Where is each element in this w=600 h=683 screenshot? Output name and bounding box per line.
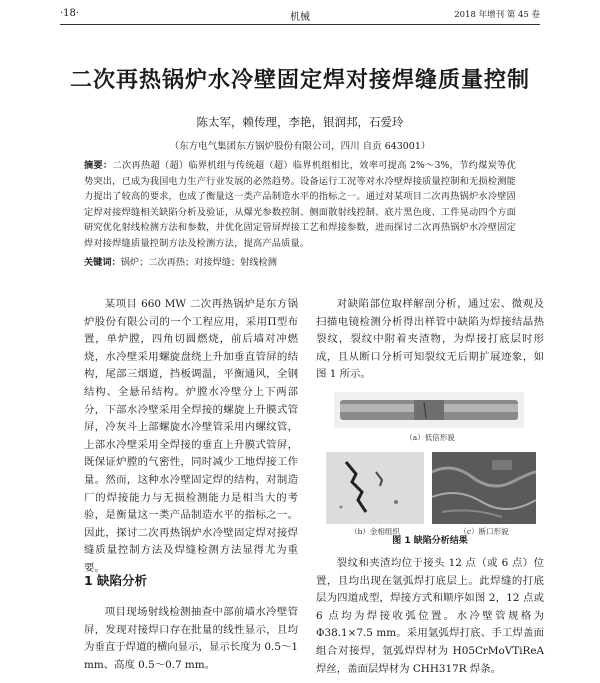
keywords-text: 锅炉；二次再热；对接焊缝；射线检测 bbox=[120, 257, 277, 268]
macro-photo bbox=[334, 392, 524, 428]
page-number: ·18· bbox=[60, 8, 80, 19]
keywords bbox=[84, 254, 516, 268]
left-column-section1 bbox=[84, 604, 298, 674]
keywords-label: 关键词： bbox=[84, 257, 121, 268]
right-column-bottom bbox=[316, 555, 544, 678]
section1-paragraph: 项目现场射线检测抽查中部前墙水冷壁管屏，发现对接焊口存在批量的线性显示，且均为垂直于焊道的横向显示，显示长度为 0.5～1 mm、高度 0.5～0.7 mm。 bbox=[84, 606, 298, 671]
abstract-label: 摘要： bbox=[84, 160, 113, 171]
right-column-top bbox=[316, 296, 544, 384]
authors: 陈太军，赖传理，李艳，银润邦，石爱玲 bbox=[196, 115, 404, 129]
intro-paragraph: 某项目 660 MW 二次再热锅炉是东方锅炉股份有限公司的一个工程应用，采用Π型布置，单炉膛，四角切圆燃烧，前后墙对冲燃烧，水冷壁采用螺旋盘绕上升加垂直管屏的结构，尾部三烟道，挡板调温，平衡通风，全钢结构、全悬吊结构。炉膛水冷壁分上下两部分，下部水冷壁采用全焊接的螺旋上升膜式管屏，冷灰斗上部螺旋水冷壁管采用内螺纹管，上部水冷壁采用全焊接的垂直上升膜式管屏，既保证炉膛的气密性，同时减少工地焊接工作量。然而，这种水冷壁固定焊的结构，对制造厂的焊接能力与无损检测能力是相当大的考验，是衡量这一类产品制造水平的指标之一。因此，探讨二次再热锅炉水冷壁固定焊对接焊缝质量控制方法及焊缝检测方法显得尤为重要。 bbox=[84, 298, 298, 574]
journal-name: 机械 bbox=[290, 12, 310, 23]
header-rule bbox=[60, 24, 540, 25]
abstract-text: 二次再热超（超）临界机组与传统超（超）临界机组相比，效率可提高 2%～3%，节约煤炭等优势突出，已成为我国电力生产行业发展的必然趋势。设备运行工况等对水冷壁焊接质量控制和无损检测能力提出了较高的要求，也成了衡量这一类产品制造水平的指标之一。通过对某项目二次再热锅炉水冷壁固定焊对接焊缝相关缺陷分析及验证，从爆光参数控制、侧面散射线控制、底片黑色度、工件晃动四个方面研究优化射线检测方法和参数，并优化固定管屏焊接工艺和焊接参数，进而探讨二次再热锅炉水冷壁固定焊对接焊缝质量控制方法及检测方法，提高产品质量。 bbox=[84, 160, 516, 249]
issue-info: 2018 年增刊 第 45 卷 bbox=[454, 10, 540, 20]
metallography-photo bbox=[326, 452, 424, 524]
figure-title: 图 1 缺陷分析结果 bbox=[392, 536, 468, 546]
page-header bbox=[60, 6, 540, 22]
analysis-paragraph: 对缺陷部位取样解剖分析，通过宏、微观及扫描电镜检测分析得出样管中缺陷为焊接结晶热裂纹，裂纹中附着夹渣物，为焊接打底层时形成，且从断口分析可知裂纹无后期扩展迹象，如图 1 所示。 bbox=[316, 298, 544, 381]
caption-a: （a）低倍形貌 bbox=[405, 433, 455, 442]
caption-b: （b）金相组织 bbox=[350, 527, 400, 536]
affiliation: （东方电气集团东方锅炉股份有限公司，四川 自贡 643001） bbox=[169, 141, 431, 152]
abstract bbox=[84, 158, 516, 252]
left-column-intro bbox=[84, 296, 298, 578]
paper-title: 二次再热锅炉水冷壁固定焊对接焊缝质量控制 bbox=[69, 68, 530, 93]
weld-paragraph: 裂纹和夹渣均位于接头 12 点（或 6 点）位置，且均出现在氩弧焊打底层上。此焊缝的打底层为四道成型，焊接方式和顺序如图 2，12 点或 6 点均为焊接收弧位置。水冷壁管规格为 Φ38.1×7.5 mm。采用氩弧焊打底、手工焊盖面组合对接焊，氩弧焊焊材为 H05CrMoVTiReA 焊丝，盖面层焊材为 CHH317R 焊条。 bbox=[316, 557, 544, 675]
figure-1 bbox=[316, 392, 544, 546]
fracture-photo bbox=[432, 452, 536, 524]
caption-c: （c）断口形貌 bbox=[459, 527, 509, 536]
section-heading: 1 缺陷分析 bbox=[84, 573, 148, 588]
